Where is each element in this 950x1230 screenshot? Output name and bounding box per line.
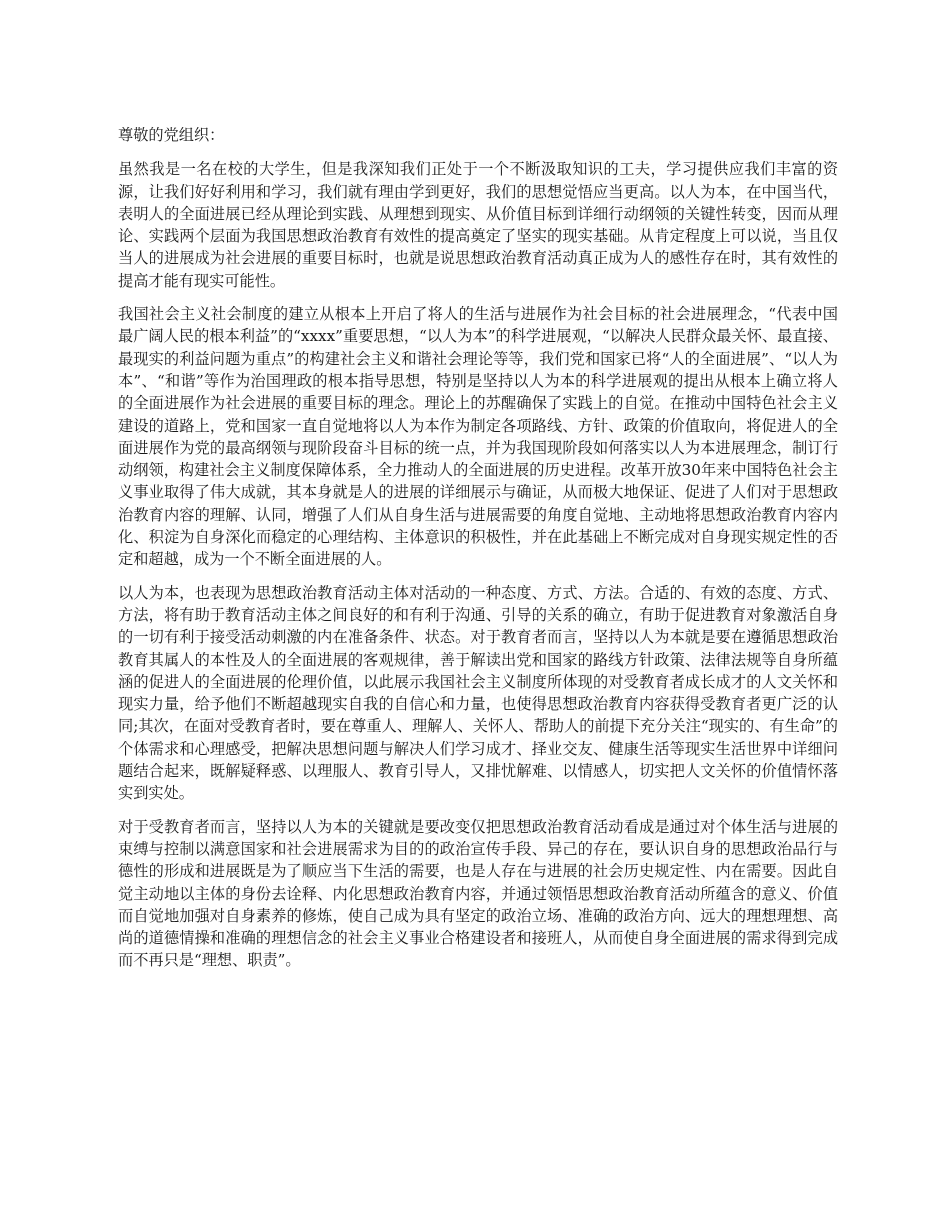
- document-page: [118, 124, 838, 983]
- salutation: 尊敬的党组织：: [118, 126, 225, 144]
- paragraph-1: 虽然我是一名在校的大学生，但是我深知我们正处于一个不断汲取知识的工夫，学习提供应我们丰富的资源，让我们好好利用和学习，我们就有理由学到更好，我们的思想觉悟应当更高。以人为本，在中国当代，表明人的全面进展已经从理论到实践、从理想到现实、从价值目标到详细行动纲领的关键性转变，因而从理论、实践两个层面为我国思想政治教育有效性的提高奠定了坚实的现实基础。从肯定程度上可以说，当且仅当人的进展成为社会进展的重要目标时，也就是说思想政治教育活动真正成为人的感性存在时，其有效性的提高才能有现实可能性。: [118, 160, 838, 290]
- paragraph-3: 以人为本，也表现为思想政治教育活动主体对活动的一种态度、方式、方法。合适的、有效的态度、方式、方法，将有助于教育活动主体之间良好的和有利于沟通、引导的关系的确立，有助于促进教育对象激活自身的一切有利于接受活动刺激的内在准备条件、状态。对于教育者而言，坚持以人为本就是要在遵循思想政治教育其属人的本性及人的全面进展的客观规律，善于解读出党和国家的路线方针政策、法律法规等自身所蕴涵的促进人的全面进展的伦理价值，以此展示我国社会主义制度所体现的对受教育者成长成才的人文关怀和现实力量，给予他们不断超越现实自我的自信心和力量，也使得思想政治教育内容获得受教育者更广泛的认同;其次，在面对受教育者时，要在尊重人、理解人、关怀人、帮助人的前提下充分关注“现实的、有生命”的个体需求和心理感受，把解决思想问题与解决人们学习成才、择业交友、健康生活等现实生活世界中详细问题结合起来，既解疑释惑、以理服人、教育引导人，又排忧解难、以情感人，切实把人文关怀的价值情怀落实到实处。: [118, 583, 838, 803]
- paragraph-4: 对于受教育者而言，坚持以人为本的关键就是要改变仅把思想政治教育活动看成是通过对个体生活与进展的束缚与控制以满意国家和社会进展需求为目的的政治宣传手段、异己的存在，要认识自身的思想政治品行与德性的形成和进展既是为了顺应当下生活的需要，也是人存在与进展的社会历史规定性、内在需要。因此自觉主动地以主体的身份去诠释、内化思想政治教育内容，并通过领悟思想政治教育活动所蕴含的意义、价值而自觉地加强对自身素养的修炼，使自己成为具有坚定的政治立场、准确的政治方向、远大的理想理想、高尚的道德情操和准确的理想信念的社会主义事业合格建设者和接班人，从而使自身全面进展的需求得到完成而不再只是“理想、职责”。: [118, 817, 838, 970]
- paragraph-2: 我国社会主义社会制度的建立从根本上开启了将人的生活与进展作为社会目标的社会进展理念，“代表中国最广阔人民的根本利益”的“xxxx”重要思想，“以人为本”的科学进展观，“以解决人民群众最关怀、最直接、最现实的利益问题为重点”的构建社会主义和谐社会理论等等，我们党和国家已将“人的全面进展”、“以人为本”、“和谐”等作为治国理政的根本指导思想，特别是坚持以人为本的科学进展观的提出从根本上确立将人的全面进展作为社会进展的重要目标的理念。理论上的苏醒确保了实践上的自觉。在推动中国特色社会主义建设的道路上，党和国家一直自觉地将以人为本作为制定各项路线、方针、政策的价值取向，将促进人的全面进展作为党的最高纲领与现阶段奋斗目标的统一点，并为我国现阶段如何落实以人为本进展理念，制订行动纲领，构建社会主义制度保障体系，全力推动人的全面进展的历史进程。改革开放30年来中国特色社会主义事业取得了伟大成就，其本身就是人的进展的详细展示与确证，从而极大地保证、促进了人们对于思想政治教育内容的理解、认同，增强了人们从自身生活与进展需要的角度自觉地、主动地将思想政治教育内容内化、积淀为自身深化而稳定的心理结构、主体意识的积极性，并在此基础上不断完成对自身现实规定性的否定和超越，成为一个不断全面进展的人。: [118, 305, 838, 569]
